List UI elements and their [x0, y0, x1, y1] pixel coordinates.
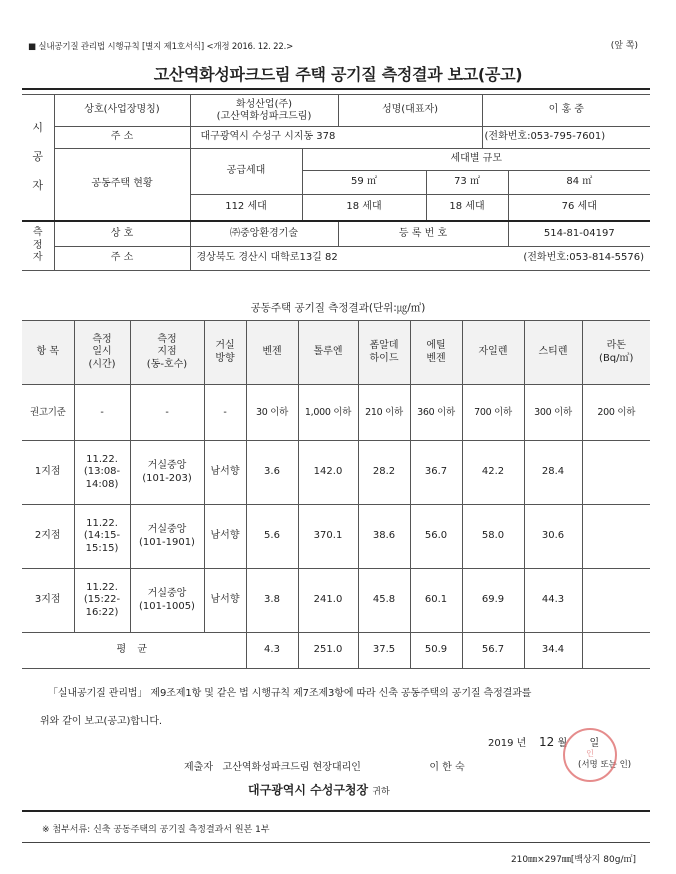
result-cell: 42.2 [462, 441, 524, 505]
attachment-note: ※ 첨부서류: 신축 공동주택의 공기질 측정결과서 원본 1부 [42, 825, 270, 835]
result-cell: 남서향 [204, 505, 246, 569]
result-cell: 28.2 [358, 441, 410, 505]
table-row [22, 441, 650, 505]
measurer-name-label: 상 호 [54, 221, 190, 247]
measurer-reg-value: 514-81-04197 [508, 221, 650, 247]
column-header: 스티렌 [524, 321, 582, 385]
column-header: 에틸 벤젠 [410, 321, 462, 385]
average-cell: 평 균 [22, 633, 246, 669]
statement-line-1: 「실내공기질 관리법」 제9조제1항 및 같은 법 시행규칙 제7조제3항에 따라 신축 공동주택의 공기질 측정결과를 [48, 688, 532, 699]
recipient: 대구광역시 수성구청장 귀하 [248, 783, 390, 797]
builder-name-label: 상호(사업장명칭) [54, 95, 190, 127]
average-cell: 56.7 [462, 633, 524, 669]
total-households: 112 세대 [190, 195, 302, 221]
column-header: 폼알데 하이드 [358, 321, 410, 385]
result-cell: 남서향 [204, 441, 246, 505]
standard-cell: 30 이하 [246, 385, 298, 441]
standard-cell: 300 이하 [524, 385, 582, 441]
statement-line-2: 위와 같이 보고(공고)합니다. [40, 716, 162, 727]
result-cell: 2지점 [22, 505, 74, 569]
document-title: 고산역화성파크드림 주택 공기질 측정결과 보고(공고) [153, 65, 523, 84]
result-cell: 남서향 [204, 569, 246, 633]
builder-rep-label: 성명(대표자) [338, 95, 482, 127]
report-date: 2019 년 12 월 일 [488, 735, 600, 749]
measurer-address-value: 경상북도 경산시 대학로13길 82 [190, 247, 482, 271]
result-cell: 241.0 [298, 569, 358, 633]
results-standard-row [22, 385, 650, 441]
result-cell: 36.7 [410, 441, 462, 505]
column-header: 측정 지점 (동-호수) [130, 321, 204, 385]
official-stamp: 인 [563, 728, 617, 782]
builder-address-value: 대구광역시 수성구 시지동 378 [190, 127, 482, 149]
size-84: 84 ㎡ [508, 171, 650, 195]
size-73: 73 ㎡ [426, 171, 508, 195]
average-cell [582, 633, 650, 669]
result-cell: 3지점 [22, 569, 74, 633]
average-cell: 34.4 [524, 633, 582, 669]
footer-rule [22, 842, 650, 843]
results-title: 공동주택 공기질 측정결과(단위:㎍/㎥) [250, 302, 426, 314]
result-cell: 30.6 [524, 505, 582, 569]
standard-cell: 210 이하 [358, 385, 410, 441]
column-header: 항 목 [22, 321, 74, 385]
column-header: 거실 방향 [204, 321, 246, 385]
result-cell: 60.1 [410, 569, 462, 633]
standard-cell: 360 이하 [410, 385, 462, 441]
result-cell: 1지점 [22, 441, 74, 505]
builder-phone: (전화번호:053-795-7601) [482, 127, 650, 149]
table-row [22, 569, 650, 633]
builder-address-label: 주 소 [54, 127, 190, 149]
column-header: 자일렌 [462, 321, 524, 385]
supply-label: 공급세대 [190, 149, 302, 195]
measurer-reg-label: 등 록 번 호 [338, 221, 508, 247]
builder-group-label: 시 공 자 [22, 95, 54, 221]
submitter-line: 제출자 고산역화성파크드림 현장대리인 이 한 숙 [184, 762, 465, 773]
standard-cell: 권고기준 [22, 385, 74, 441]
results-table [22, 320, 650, 669]
average-cell: 37.5 [358, 633, 410, 669]
result-cell: 11.22. (13:08- 14:08) [74, 441, 130, 505]
title-rule [22, 88, 650, 90]
bottom-rule [22, 810, 650, 812]
form-reference: ■ 실내공기질 관리법 시행규칙 [별지 제1호서식] <개정 2016. 12. 22.> [28, 42, 294, 52]
result-cell: 142.0 [298, 441, 358, 505]
page-side-label: (앞 쪽) [610, 41, 638, 51]
standard-cell: 200 이하 [582, 385, 650, 441]
info-table [22, 94, 650, 271]
size-label: 세대별 규모 [302, 149, 650, 171]
result-cell: 거실중앙 (101-1005) [130, 569, 204, 633]
standard-cell: - [204, 385, 246, 441]
builder-rep-value: 이 홍 중 [482, 95, 650, 127]
result-cell: 11.22. (15:22- 16:22) [74, 569, 130, 633]
average-cell: 4.3 [246, 633, 298, 669]
measurer-name-value: ㈜중앙환경기술 [190, 221, 338, 247]
paper-spec: 210㎜×297㎜[백상지 80g/㎡] [510, 855, 636, 865]
result-cell [582, 505, 650, 569]
standard-cell: 1,000 이하 [298, 385, 358, 441]
signature-hint: (서명 또는 인) [578, 760, 632, 770]
measurer-group-label: 측 정 자 [22, 221, 54, 271]
count-59: 18 세대 [302, 195, 426, 221]
measurer-address-label: 주 소 [54, 247, 190, 271]
table-row [22, 505, 650, 569]
result-cell: 거실중앙 (101-1901) [130, 505, 204, 569]
result-cell: 45.8 [358, 569, 410, 633]
size-59: 59 ㎡ [302, 171, 426, 195]
result-cell: 58.0 [462, 505, 524, 569]
housing-label: 공동주택 현황 [54, 149, 190, 221]
builder-name-value: 화성산업(주) (고산역화성파크드림) [190, 95, 338, 127]
result-cell: 38.6 [358, 505, 410, 569]
result-cell: 거실중앙 (101-203) [130, 441, 204, 505]
result-cell: 370.1 [298, 505, 358, 569]
column-header: 벤젠 [246, 321, 298, 385]
result-cell: 3.8 [246, 569, 298, 633]
result-cell: 56.0 [410, 505, 462, 569]
column-header: 라돈 (Bq/㎥) [582, 321, 650, 385]
result-cell [582, 441, 650, 505]
results-average-row [22, 633, 650, 669]
standard-cell: - [130, 385, 204, 441]
column-header: 측정 일시 (시간) [74, 321, 130, 385]
standard-cell: 700 이하 [462, 385, 524, 441]
standard-cell: - [74, 385, 130, 441]
result-cell: 69.9 [462, 569, 524, 633]
count-73: 18 세대 [426, 195, 508, 221]
count-84: 76 세대 [508, 195, 650, 221]
result-cell: 28.4 [524, 441, 582, 505]
result-cell: 5.6 [246, 505, 298, 569]
measurer-phone: (전화번호:053-814-5576) [482, 247, 650, 271]
result-cell: 3.6 [246, 441, 298, 505]
result-cell: 11.22. (14:15- 15:15) [74, 505, 130, 569]
result-cell [582, 569, 650, 633]
results-header-row [22, 321, 650, 385]
average-cell: 251.0 [298, 633, 358, 669]
result-cell: 44.3 [524, 569, 582, 633]
average-cell: 50.9 [410, 633, 462, 669]
column-header: 톨루엔 [298, 321, 358, 385]
